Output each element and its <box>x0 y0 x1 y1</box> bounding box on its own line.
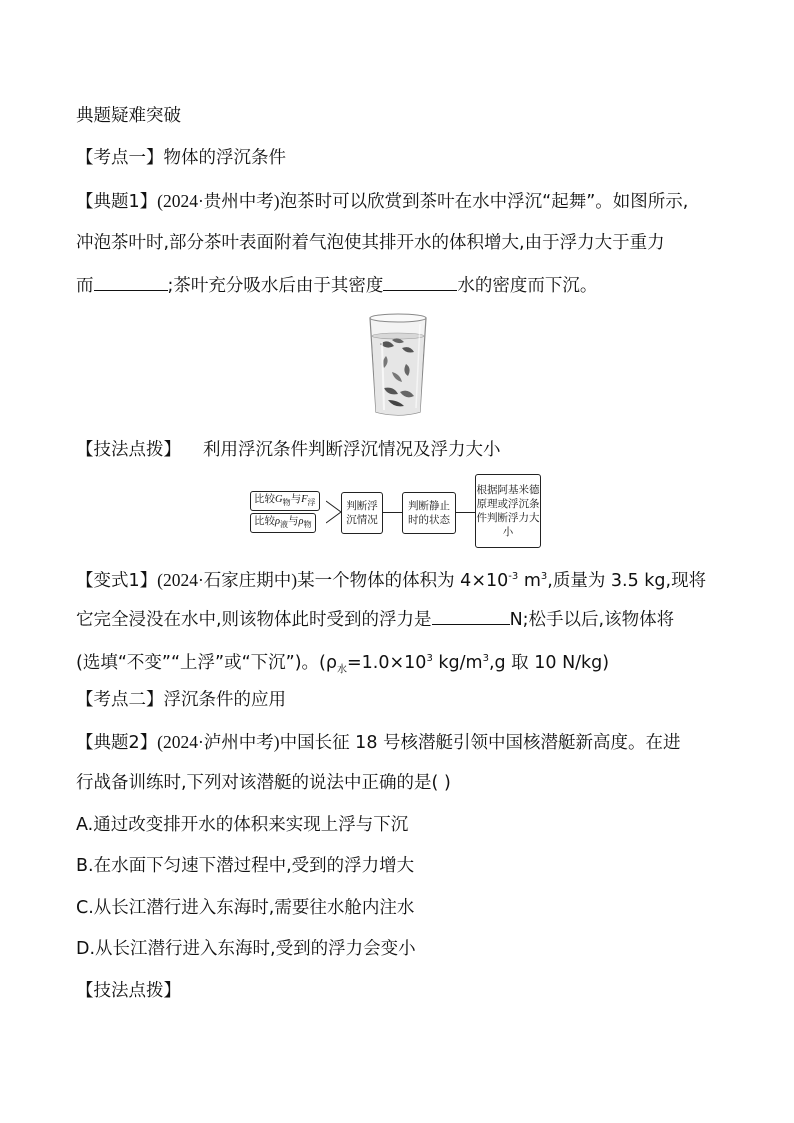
example-1-text-b: ;茶叶充分吸水后由于其密度 <box>167 276 384 296</box>
tip-2 <box>76 979 181 1003</box>
flow-compare-density <box>250 513 316 533</box>
tip-2-bracket: 【技法点拨】 <box>76 981 181 1001</box>
answer-blank-2[interactable] <box>383 272 457 291</box>
key-point-2 <box>76 688 286 712</box>
example-2-line-2: 行战备训练时,下列对该潜艇的说法中正确的是( ) <box>76 773 451 793</box>
example-1-text: 泡茶时可以欣赏到茶叶在水中浮沉“起舞”。如图所示, <box>279 192 689 212</box>
variant-1-text: ,g 取 10 N/kg) <box>488 652 610 673</box>
variant-1-bracket: 【变式1】 <box>76 570 158 591</box>
example-1-source: (2024·贵州中考) <box>157 191 280 211</box>
flow-connector <box>382 512 402 513</box>
tea-glass-illustration <box>362 312 434 422</box>
variant-1-text: ,质量为 3.5 kg,现将 <box>547 570 707 591</box>
example-2-bracket: 【典题2】 <box>76 733 158 753</box>
variant-1-text: N;松手以后,该物体将 <box>509 610 675 630</box>
example-2-source: (2024·泸州中考) <box>157 732 280 752</box>
flow-merge-connector <box>326 496 342 528</box>
key-point-2-title: 浮沉条件的应用 <box>163 690 286 710</box>
flow-text: 与 <box>288 515 299 527</box>
flow-text: 比较 <box>254 515 275 527</box>
exponent: -3 <box>508 571 519 582</box>
key-point-2-bracket: 【考点二】 <box>76 690 164 710</box>
variant-1-text: (选填“不变”“上浮”或“下沉”)。(ρ <box>76 652 337 673</box>
example-1-line-3 <box>76 272 597 298</box>
tip-1-bracket: 【技法点拨】 <box>76 440 181 460</box>
exponent: 3 <box>426 653 433 664</box>
option-b[interactable]: B.在水面下匀速下潜过程中,受到的浮力增大 <box>76 856 415 876</box>
variant-1-text: =1.0×10 <box>347 652 427 673</box>
variant-1-line-1 <box>76 565 706 593</box>
exponent: 3 <box>540 571 548 582</box>
flow-sub: 物 <box>303 520 312 530</box>
option-c[interactable]: C.从长江潜行进入东海时,需要往水舱内注水 <box>76 898 415 918</box>
subscript: 水 <box>337 664 347 676</box>
variant-1-text: m <box>518 570 541 591</box>
flow-var: ρ <box>298 516 304 527</box>
flow-sub: 物 <box>282 498 291 508</box>
option-a[interactable]: A.通过改变排开水的体积来实现上浮与下沉 <box>76 815 409 835</box>
variant-1-text: 某一个物体的体积为 4×10 <box>297 570 509 591</box>
flow-box-judge-float-sink: 判断浮沉情况 <box>341 492 383 534</box>
exponent: 3 <box>482 653 489 664</box>
example-1-line-1 <box>76 189 688 214</box>
tip-1 <box>76 438 501 462</box>
flow-connector <box>455 512 475 513</box>
example-1-line-2: 冲泡茶叶时,部分茶叶表面附着气泡使其排开水的体积增大,由于浮力大于重力 <box>76 233 665 253</box>
variant-1-text: 它完全浸没在水中,则该物体此时受到的浮力是 <box>76 610 432 630</box>
key-point-1 <box>76 146 286 170</box>
section-title: 典题疑难突破 <box>76 106 181 126</box>
flow-sub: 浮 <box>307 498 316 508</box>
flow-var: F <box>301 494 308 505</box>
flow-sub: 液 <box>280 520 289 530</box>
example-2-text: 中国长征 18 号核潜艇引领中国核潜艇新高度。在进 <box>279 733 681 753</box>
flow-var: ρ <box>275 516 281 527</box>
variant-1-line-2 <box>76 606 674 632</box>
example-1-text-a: 而 <box>76 276 94 296</box>
example-1-bracket: 【典题1】 <box>76 192 158 212</box>
flow-var: G <box>275 494 283 505</box>
tip-1-text: 利用浮沉条件判断浮沉情况及浮力大小 <box>203 440 501 460</box>
variant-1-text: kg/m <box>432 652 483 673</box>
variant-1-line-3 <box>76 647 609 682</box>
flow-box-judge-buoyancy: 根据阿基米德原理或浮沉条件判断浮力大小 <box>475 474 541 548</box>
key-point-1-title: 物体的浮沉条件 <box>163 148 286 168</box>
flow-text: 比较 <box>254 493 275 505</box>
flow-box-judge-static-state: 判断静止时的状态 <box>402 492 456 534</box>
key-point-1-bracket: 【考点一】 <box>76 148 164 168</box>
answer-blank-3[interactable] <box>432 606 510 625</box>
example-2-line-1 <box>76 730 681 755</box>
example-1-text-c: 水的密度而下沉。 <box>457 276 598 296</box>
flow-compare-gravity-buoyancy <box>250 491 320 511</box>
option-d[interactable]: D.从长江潜行进入东海时,受到的浮力会变小 <box>76 939 416 959</box>
flow-text: 与 <box>290 493 302 505</box>
variant-1-source: (2024·石家庄期中) <box>157 569 298 590</box>
answer-blank-1[interactable] <box>94 272 168 291</box>
